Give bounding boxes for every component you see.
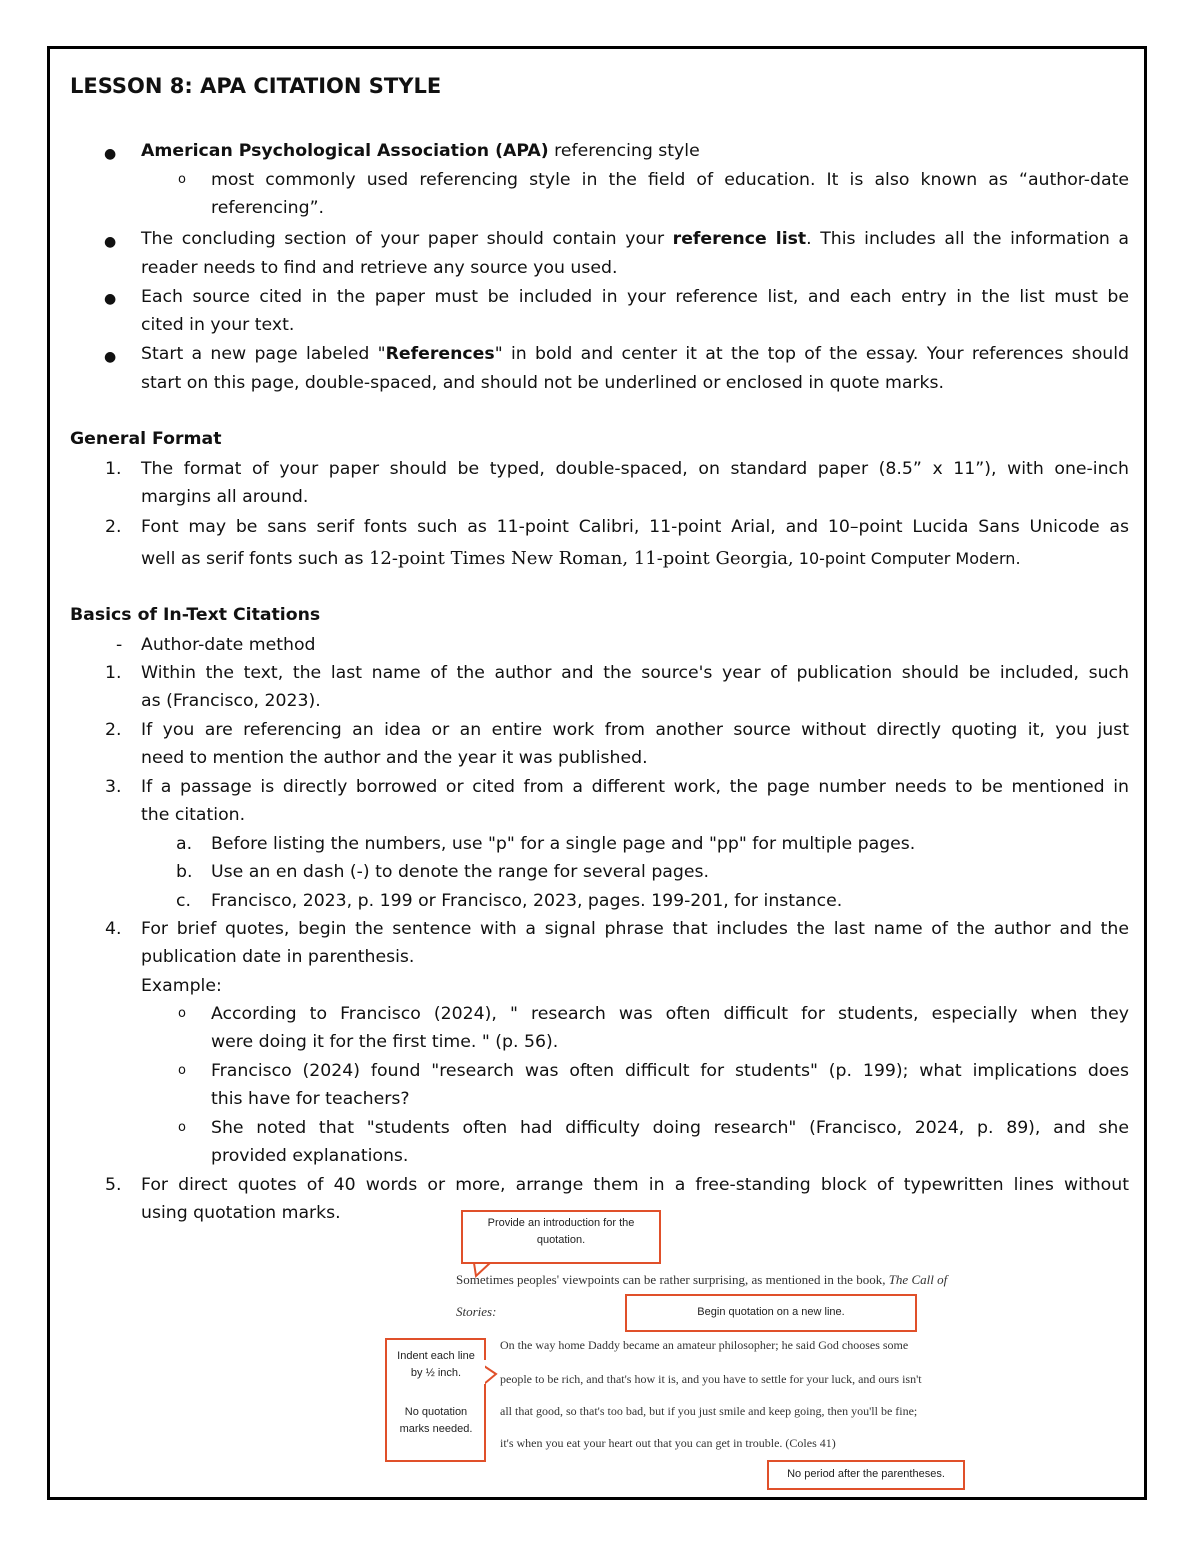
general-format-heading: General Format [70,429,222,449]
quote-line-3: all that good, so that's too bad, but if you just smile and keep going, then you'll be fine; [500,1404,918,1418]
list-number: 2. [105,517,122,537]
example-2: Francisco (2024) found "research was often difficult for students" (p. 199); what implications does [211,1061,1129,1081]
format-item-2: Font may be sans serif fonts such as 11-point Calibri, 11-point Arial, and 10–point Lucida Sans Unicode as [141,517,1129,537]
sub-letter: b. [176,862,193,882]
quote-book-title: Stories: [456,1304,497,1319]
sub-bullet-text-2: referencing”. [211,198,325,218]
list-number: 1. [105,663,122,683]
example-3-2: provided explanations. [211,1146,409,1166]
citation-item-3: If a passage is directly borrowed or cited from a different work, the page number needs to be mentioned in [141,777,1129,797]
quote-line-4: it's when you eat your heart out that you can get in trouble. (Coles 41) [500,1436,836,1450]
quote-line-2: people to be rich, and that's how it is, and you have to settle for your luck, and ours isn't [500,1372,922,1386]
bullet-dot: ● [104,234,117,250]
example-1: According to Francisco (2024), " research was often difficult for students, especially when they [211,1004,1129,1024]
citation-sub-a: Before listing the numbers, use "p" for a single page and "pp" for multiple pages. [211,834,916,854]
bullet-apa: American Psychological Association (APA) referencing style [141,141,700,161]
bullet-new-page-2: start on this page, double-spaced, and should not be underlined or enclosed in quote marks. [141,373,945,393]
page-title: LESSON 8: APA CITATION STYLE [70,74,442,98]
sub-bullet-text: most commonly used referencing style in the field of education. It is also known as “author-date [211,170,1129,190]
sub-letter: c. [176,891,191,911]
citation-item-4: For brief quotes, begin the sentence with a signal phrase that includes the last name of the author and the [141,919,1129,939]
callout-new-line: Begin quotation on a new line. [625,1294,917,1332]
author-date-method: Author-date method [141,635,316,655]
list-number: 1. [105,459,122,479]
callout-intro: Provide an introduction for the quotation. [461,1210,661,1264]
list-number: 5. [105,1175,122,1195]
bullet-new-page: Start a new page labeled "References" in bold and center it at the top of the essay. Your references should [141,344,1129,364]
bullet-reference-list-2: reader needs to find and retrieve any source you used. [141,258,618,278]
citation-item-2-2: need to mention the author and the year it was published. [141,748,648,768]
list-number: 3. [105,777,122,797]
list-number: 2. [105,720,122,740]
citation-item-5-2: using quotation marks. [141,1203,341,1223]
bullet-reference-list: The concluding section of your paper should contain your reference list. This includes all the information a [141,229,1129,249]
citation-item-1-2: as (Francisco, 2023). [141,691,321,711]
bullet-dot: ● [104,291,117,307]
callout-indent: Indent each line by ½ inch. No quotation marks needed. [385,1338,485,1462]
sub-letter: a. [176,834,193,854]
citation-item-4-2: publication date in parenthesis. [141,947,415,967]
bullet-source-cited: Each source cited in the paper must be included in your reference list, and each entry in the list must be [141,287,1129,307]
in-text-heading: Basics of In-Text Citations [70,605,321,625]
citation-item-5: For direct quotes of 40 words or more, arrange them in a free-standing block of typewritten lines without [141,1175,1129,1195]
sub-bullet-circle: o [178,1120,186,1135]
example-1-2: were doing it for the first time. " (p. 56). [211,1032,559,1052]
example-label: Example: [141,976,222,996]
callout-indent-pointer [484,1366,496,1384]
sub-bullet-circle: o [178,1063,186,1078]
citation-item-1: Within the text, the last name of the author and the source's year of publication should be included, such [141,663,1129,683]
bullet-source-cited-2: cited in your text. [141,315,295,335]
bullet-dot: ● [104,146,117,162]
example-2-2: this have for teachers? [211,1089,410,1109]
format-item-1-2: margins all around. [141,487,309,507]
example-3: She noted that "students often had difficulty doing research" (Francisco, 2024, p. 89), and she [211,1118,1129,1138]
list-number: 4. [105,919,122,939]
callout-indent-edge [484,1384,486,1462]
sub-bullet-circle: o [178,1006,186,1021]
format-item-2-2: well as serif fonts such as 12-point Times New Roman, 11-point Georgia, 10-point Computer Modern. [141,548,1021,569]
citation-sub-b: Use an en dash (-) to denote the range for several pages. [211,862,709,882]
quote-line-1: On the way home Daddy became an amateur philosopher; he said God chooses some [500,1338,909,1352]
callout-indent-edge [484,1338,486,1360]
dash-marker: - [116,635,123,655]
format-item-1: The format of your paper should be typed, double-spaced, on standard paper (8.5” x 11”), with one-inch [141,459,1129,479]
bullet-dot: ● [104,349,117,365]
quote-intro-line: Sometimes peoples' viewpoints can be rather surprising, as mentioned in the book, The Call of [456,1272,948,1287]
citation-item-2: If you are referencing an idea or an entire work from another source without directly quoting it, you just [141,720,1129,740]
sub-bullet-circle: o [178,172,186,187]
citation-item-3-2: the citation. [141,805,246,825]
citation-sub-c: Francisco, 2023, p. 199 or Francisco, 2023, pages. 199-201, for instance. [211,891,843,911]
callout-no-period: No period after the parentheses. [767,1460,965,1490]
